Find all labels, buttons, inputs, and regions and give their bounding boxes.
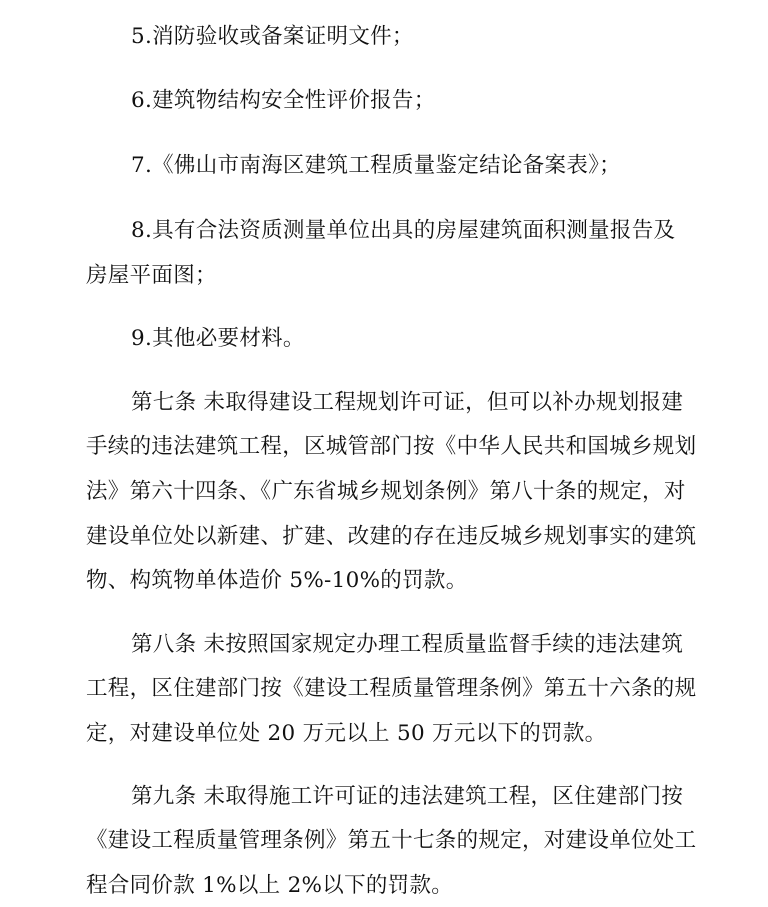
article-9-line-2: 《建设工程质量管理条例》第五十七条的规定，对建设单位处工 xyxy=(86,828,697,853)
list-item-6: 6.建筑物结构安全性评价报告； xyxy=(131,88,436,113)
article-7-line-4: 建设单位处以新建、扩建、改建的存在违反城乡规划事实的建筑 xyxy=(86,524,697,549)
article-7-line-2: 手续的违法建筑工程，区城管部门按《中华人民共和国城乡规划 xyxy=(86,434,697,459)
list-item-9: 9.其他必要材料。 xyxy=(131,326,305,351)
article-8-line-2: 工程，区住建部门按《建设工程质量管理条例》第五十六条的规 xyxy=(86,676,697,701)
list-item-8-line-1: 8.具有合法资质测量单位出具的房屋建筑面积测量报告及 xyxy=(131,218,676,243)
article-9-line-1: 第九条 未取得施工许可证的违法建筑工程，区住建部门按 xyxy=(131,784,684,809)
list-item-7: 7.《佛山市南海区建筑工程质量鉴定结论备案表》； xyxy=(131,153,621,178)
article-7-line-3: 法》第六十四条、《广东省城乡规划条例》第八十条的规定，对 xyxy=(86,479,686,504)
article-9-line-3: 程合同价款 1%以上 2%以下的罚款。 xyxy=(86,873,454,898)
article-8-line-1: 第八条 未按照国家规定办理工程质量监督手续的违法建筑 xyxy=(131,632,684,657)
article-7-line-5: 物、构筑物单体造价 5%-10%的罚款。 xyxy=(86,568,468,593)
article-7-line-1: 第七条 未取得建设工程规划许可证，但可以补办规划报建 xyxy=(131,390,684,415)
list-item-5: 5.消防验收或备案证明文件； xyxy=(131,24,414,49)
list-item-8-line-2: 房屋平面图； xyxy=(86,263,217,288)
article-8-line-3: 定，对建设单位处 20 万元以上 50 万元以下的罚款。 xyxy=(86,721,607,746)
